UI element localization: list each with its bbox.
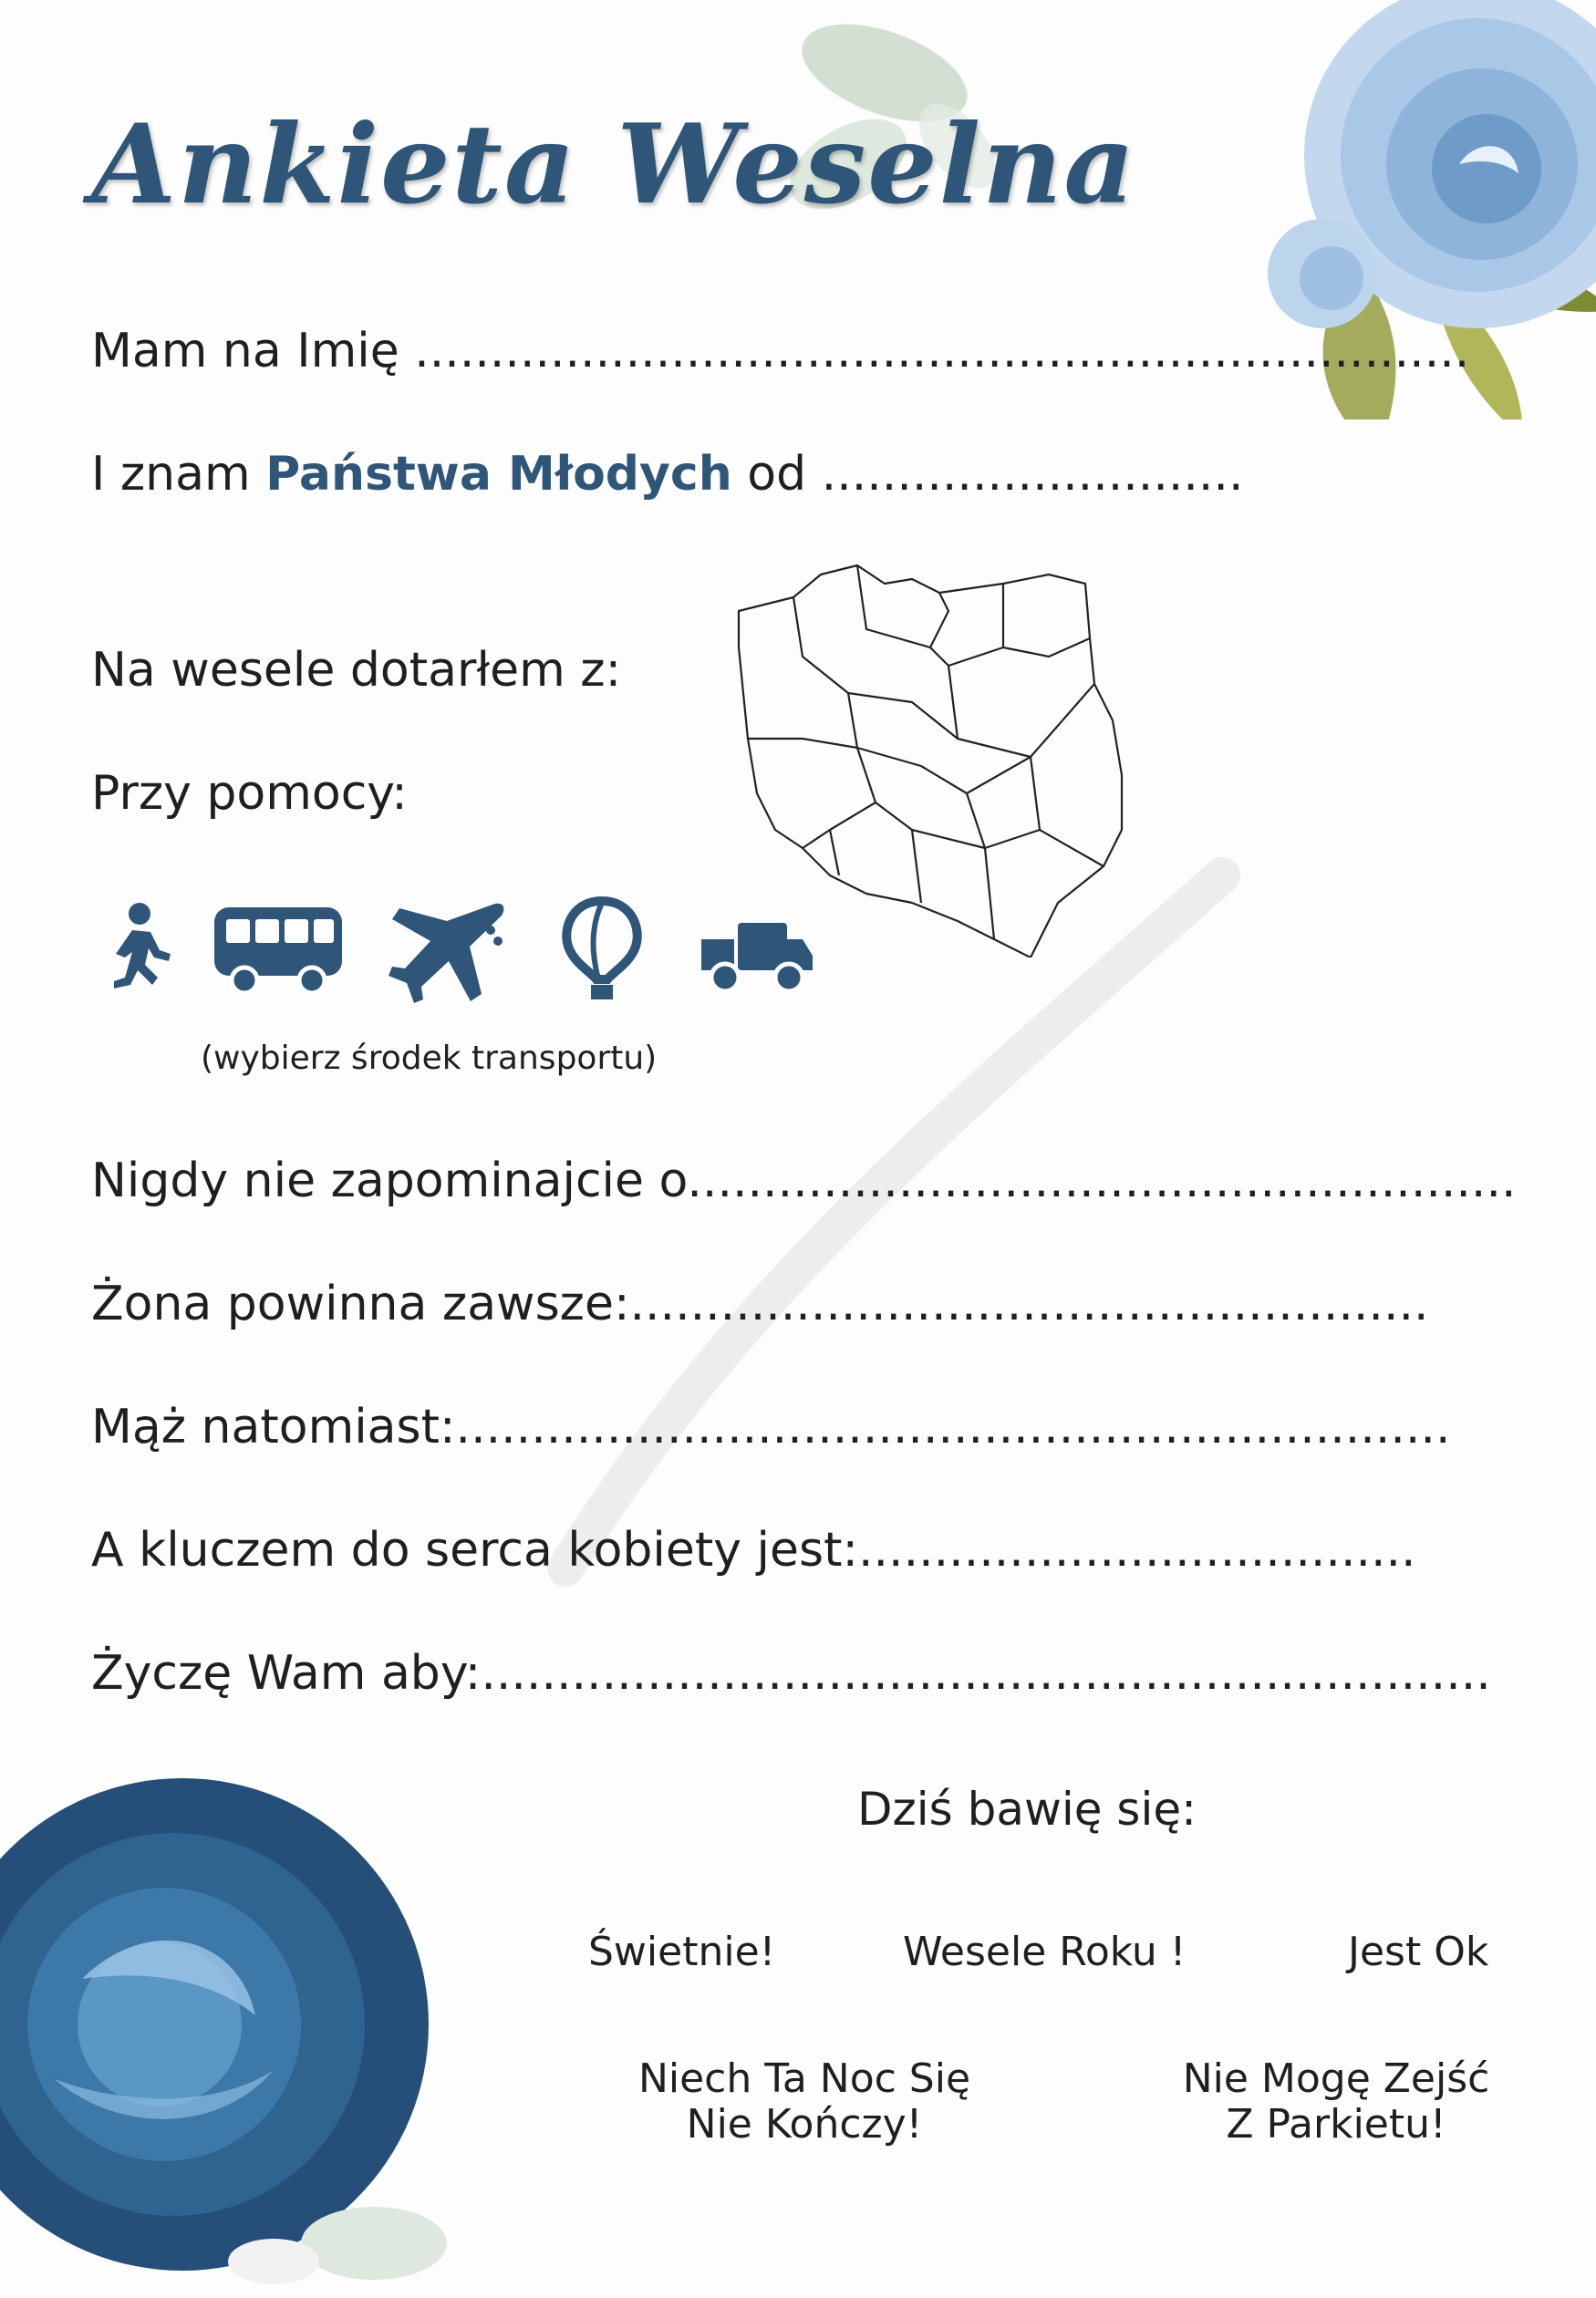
question-never-forget[interactable] <box>91 1154 1517 1208</box>
mood-option-night-never-ends[interactable]: Niech Ta Noc Się Nie Kończy! <box>637 2055 971 2148</box>
bus-icon[interactable] <box>210 894 347 1003</box>
question-never-forget-blank[interactable]: ....................................................... <box>687 1154 1517 1208</box>
dark-blue-rose-decoration <box>0 1751 492 2298</box>
airplane-icon[interactable] <box>383 894 511 1003</box>
mood-option-ok[interactable]: Jest Ok <box>1348 1929 1489 1975</box>
couple-highlight: Państwa Młodych <box>265 447 732 502</box>
truck-icon[interactable] <box>698 894 816 1003</box>
question-husband-blank[interactable]: .................................................................. <box>455 1400 1451 1454</box>
arrived-from-label: Na wesele dotarłem z: <box>91 643 622 698</box>
question-key-to-heart[interactable] <box>91 1523 1416 1578</box>
know-blank[interactable]: ............................ <box>821 447 1244 502</box>
know-prefix: I znam <box>91 447 266 502</box>
question-key-to-heart-blank[interactable]: ..................................... <box>858 1523 1416 1578</box>
question-wishes[interactable] <box>91 1646 1491 1701</box>
question-wife-always[interactable] <box>91 1277 1429 1331</box>
question-key-to-heart-label: A kluczem do serca kobiety jest: <box>91 1523 858 1578</box>
question-wife-always-label: Żona powinna zawsze: <box>91 1277 630 1331</box>
mood-option-wedding-of-year[interactable]: Wesele Roku ! <box>903 1929 1187 1975</box>
transport-hint: (wybierz środek transportu) <box>201 1040 658 1077</box>
person-running-icon[interactable] <box>105 894 178 1003</box>
mood-option-great[interactable]: Świetnie! <box>588 1929 776 1975</box>
question-wishes-blank[interactable]: ................................................................... <box>481 1646 1491 1701</box>
mood-title: Dziś bawię się: <box>857 1783 1197 1836</box>
question-husband[interactable] <box>91 1400 1450 1454</box>
know-couple-field[interactable] <box>91 447 1244 502</box>
page-title: Ankieta Weselna <box>91 100 1137 229</box>
question-wife-always-blank[interactable]: ..................................................... <box>629 1277 1429 1331</box>
name-field[interactable] <box>91 324 1469 378</box>
mood-option-cant-leave-dancefloor[interactable]: Nie Mogę Zejść Z Parkietu! <box>1182 2055 1490 2148</box>
name-blank[interactable]: ...................................................................... <box>414 324 1470 378</box>
name-label: Mam na Imię <box>91 324 399 378</box>
by-means-label: Przy pomocy: <box>91 766 408 821</box>
question-husband-label: Mąż natomiast: <box>91 1400 456 1454</box>
know-suffix: od <box>731 447 807 502</box>
question-never-forget-label: Nigdy nie zapominajcie o <box>91 1154 688 1208</box>
question-wishes-label: Życzę Wam aby: <box>91 1646 482 1701</box>
hot-air-balloon-icon[interactable] <box>556 894 648 1003</box>
